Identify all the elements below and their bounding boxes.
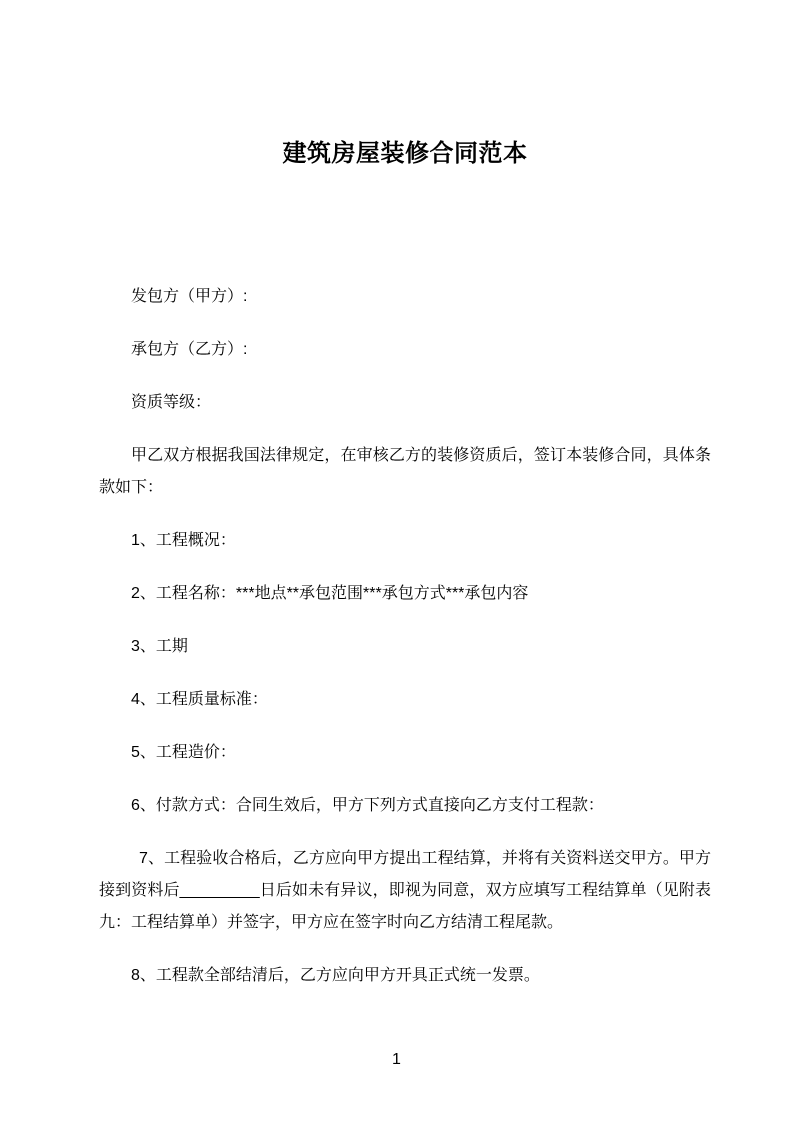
- clause-quality-standard: 4、工程质量标准：: [131, 691, 268, 708]
- document-title: 建筑房屋装修合同范本: [282, 140, 528, 167]
- clause-payment-method: 6、付款方式：合同生效后，甲方下列方式直接向乙方支付工程款：: [131, 797, 604, 814]
- clause-settlement: 7、工程验收合格后，乙方应向甲方提出工程结算，并将有关资料送交甲方。甲方接到资料后_________日后如未有异议，即视为同意，双方应填写工程结算单（见附表九：工程结算单）并签字，甲方应在签字时向乙方结清工程尾款。: [99, 850, 711, 931]
- clause-project-cost: 5、工程造价：: [131, 744, 236, 761]
- clause-project-overview: 1、工程概况：: [131, 532, 236, 549]
- clause-invoice: 8、工程款全部结清后，乙方应向甲方开具正式统一发票。: [131, 967, 540, 984]
- clause-project-name: 2、工程名称：***地点**承包范围***承包方式***承包内容: [131, 585, 529, 602]
- party-b-line: 承包方（乙方）:: [131, 341, 248, 358]
- page-number: 1: [392, 1051, 401, 1068]
- qualification-grade-line: 资质等级：: [131, 394, 212, 411]
- preamble-paragraph: 甲乙双方根据我国法律规定，在审核乙方的装修资质后，签订本装修合同，具体条款如下：: [99, 447, 711, 496]
- clause-duration: 3、工期: [131, 638, 188, 655]
- party-a-line: 发包方（甲方）:: [131, 288, 248, 305]
